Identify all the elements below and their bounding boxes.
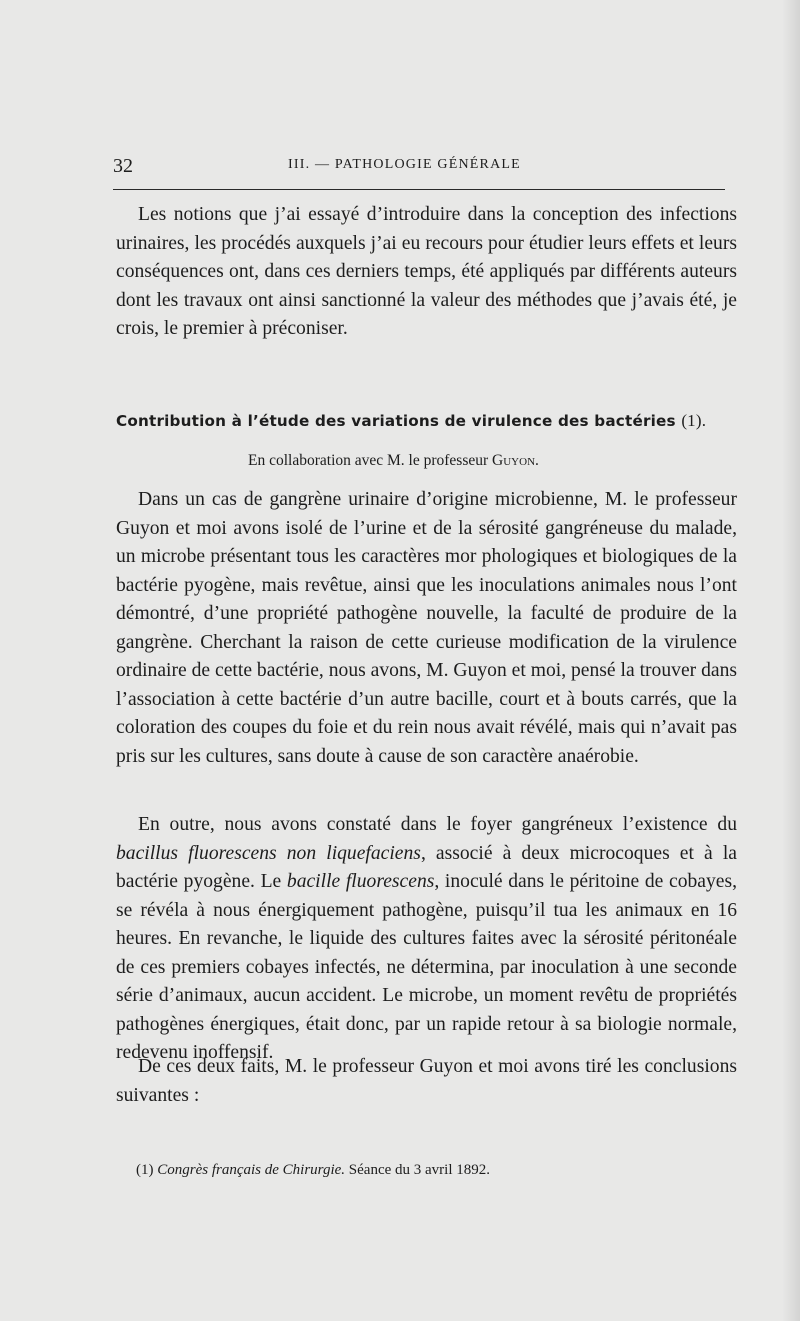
footnote-title: Congrès français de Chirurgie.	[157, 1162, 346, 1178]
paragraph-3-part-3: , inoculé dans le péritoine de cobayes, se révéla à nous énergiquement pathogène, puisqu’il tua les animaux en 16 heures. En revanche, le liquide des cultures faites avec la sérosité péritonéale de ces premiers cobayes infectés, ne détermina, par inoculation à une seconde série d’animaux, aucun accident. Le microbe, un moment revêtu de propriétés pathogènes énergiques, était donc, par un rapide retour à sa biologie normale, redevenu inoffensif.	[116, 871, 738, 1063]
body-paragraph-gangrene: Dans un cas de gangrène urinaire d’origine microbienne, M. le professeur Guyon et moi avons isolé de l’urine et de la sérosité gangréneuse du malade, un microbe présentant tous les caractères mor phologiques et biologiques de la bactérie pyogène, mais revêtue, ainsi que les inoculations animales nous l’ont démontré, d’une propriété pathogène nouvelle, la faculté de produire de la gangrène. Cherchant la raison de cette curieuse modification de la virulence ordinaire de cette bactérie, nous avons, M. Guyon et moi, pensé la trouver dans l’association à cette bactérie d’un autre bacille, court et à bouts carrés, que la coloration des coupes du foie et du rein nous avait révélé, mais qui n’avait pas pris sur les cultures, sans doute à cause de son caractère anaérobie.	[116, 489, 737, 767]
section-heading	[116, 411, 746, 431]
footnote-reference: (1).	[681, 411, 707, 430]
italic-species-name-2: bacille fluorescens	[286, 871, 435, 892]
running-title: III. — PATHOLOGIE GÉNÉRALE	[288, 157, 521, 172]
paragraph-3-part-2: , associé à deux microcoques et à la bactérie pyogène. Le	[116, 842, 737, 892]
page-number: 32	[113, 155, 133, 177]
page-edge-shadow	[782, 0, 800, 1321]
body-paragraph-fluorescens	[116, 811, 737, 1068]
header-rule	[113, 189, 725, 190]
intro-paragraph: Les notions que j’ai essayé d’introduire dans la conception des infections urinaires, les procédés auxquels j’ai eu recours pour étudier leurs effets et leurs conséquences ont, dans ces derniers temps, été appliqués par différents auteurs dont les travaux ont ainsi sanctionné la valeur des méthodes que j’avais été, je crois, le premier à préconiser.	[116, 204, 737, 339]
body-paragraph-conclusions: De ces deux faits, M. le professeur Guyon et moi avons tiré les conclusions suivantes :	[116, 1056, 737, 1106]
collaborator-name: Guyon.	[492, 452, 539, 469]
section-heading-text: Contribution à l’étude des variations de virulence des bactéries	[116, 412, 676, 430]
footnote-text: Séance du 3 avril 1892.	[348, 1162, 490, 1178]
paragraph-3-part-1: En outre, nous avons constaté dans le foyer gangréneux l’existence du	[138, 814, 737, 835]
footnote	[136, 1162, 490, 1179]
footnote-number: (1)	[136, 1162, 154, 1178]
collaboration-line	[248, 452, 539, 470]
page-header	[113, 153, 733, 179]
collaboration-prefix: En collaboration avec M. le professeur	[248, 452, 489, 469]
italic-species-name-1: bacillus fluorescens non liquefaciens	[116, 842, 421, 864]
